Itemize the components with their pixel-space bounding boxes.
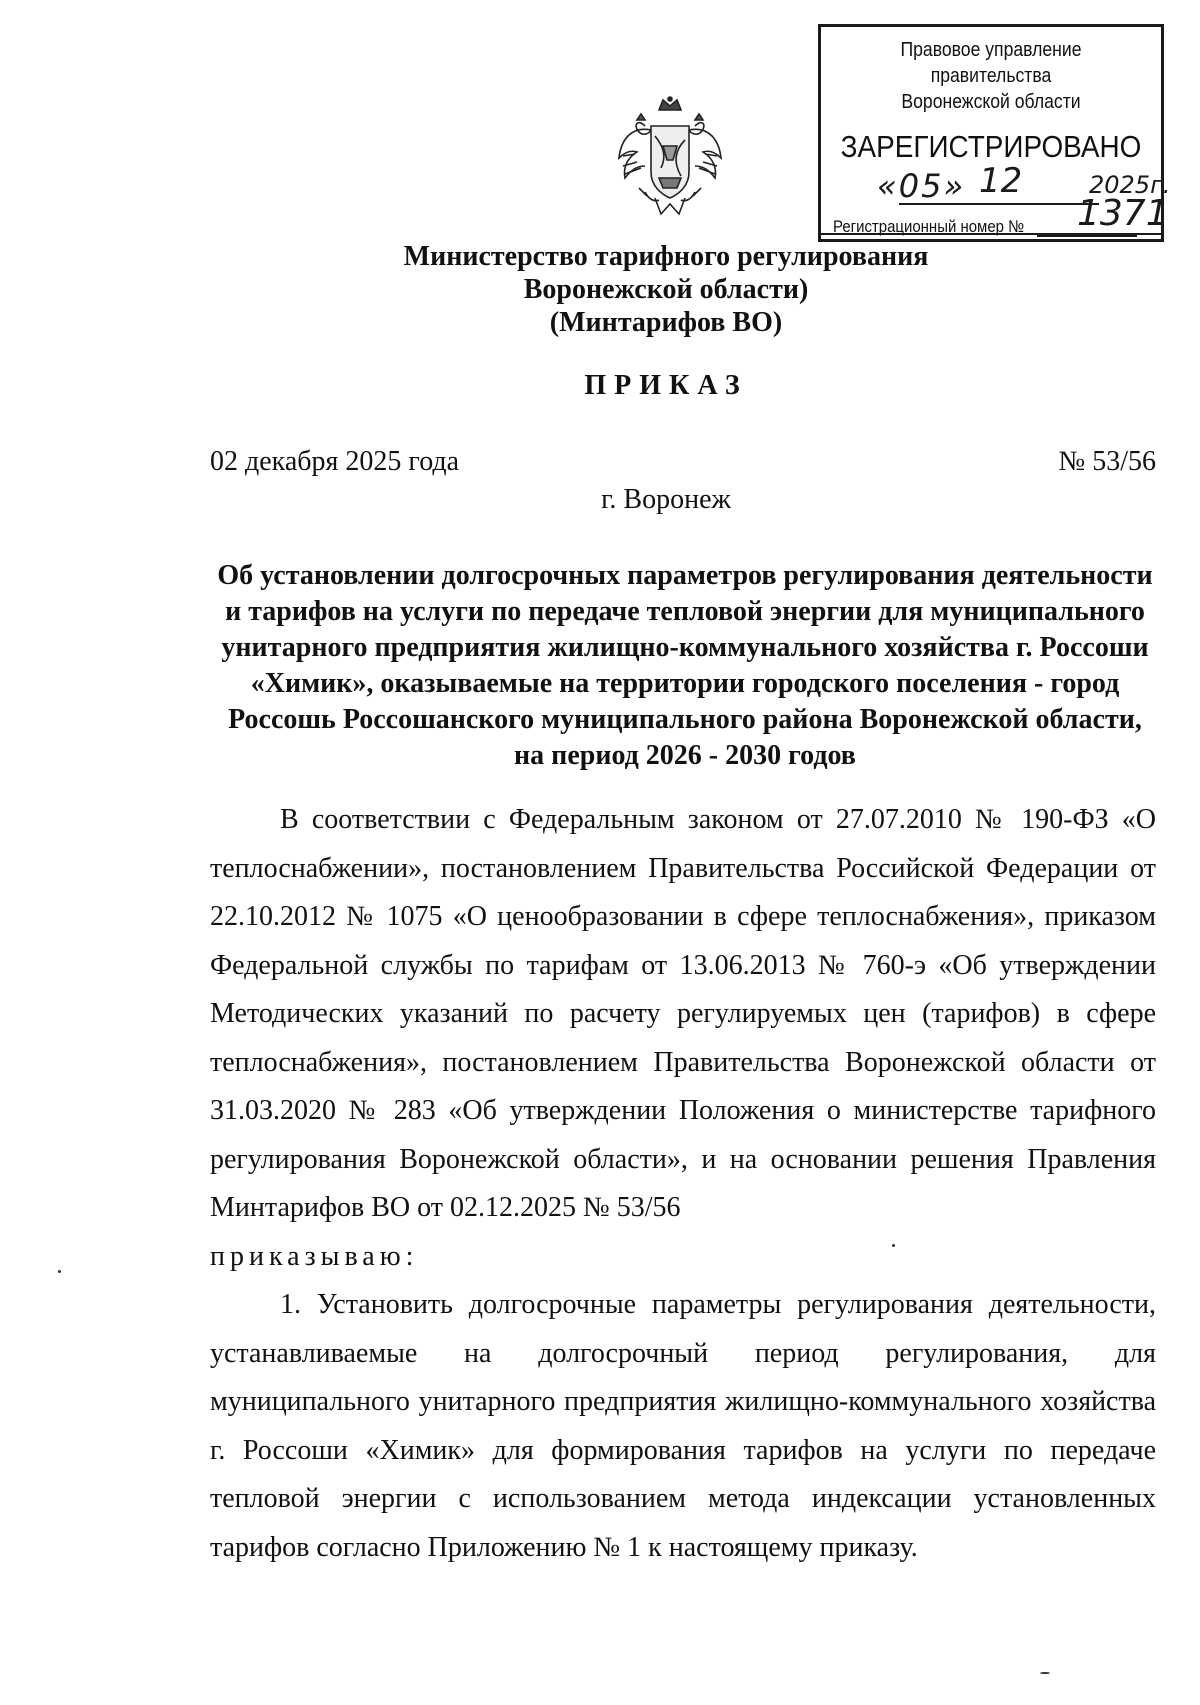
document-city: г. Воронеж (601, 484, 731, 515)
scan-speck (892, 1244, 895, 1247)
ministry-name-line2: Воронежской области) (523, 274, 809, 305)
stamp-year: 2025г. (1089, 171, 1171, 199)
ministry-name-line1: Министерство тарифного регулирования (403, 241, 929, 272)
document-subject: Об установлении долгосрочных параметров регулирования деятельности и тарифов на услуги по передаче тепловой энергии для муниципального унитарного предприятия жилищно-коммунального хозяйства г. Россоши «Химик», оказываемые на территории городского поселения - город Россошь Россошанского муниципального района Воронежской области, на период 2026 - 2030 годов (217, 560, 1153, 771)
document-body (210, 796, 1156, 1572)
ministry-abbreviation: (Минтарифов ВО) (549, 307, 783, 338)
order-word: приказываю: (210, 1240, 419, 1272)
stamp-registered-label: ЗАРЕГИСТРИРОВАНО (840, 129, 1142, 164)
stamp-org-line2: Воронежской области (901, 91, 1081, 113)
stamp-reg-number: 1371 (1077, 193, 1169, 234)
document-date: 02 декабря 2025 года (210, 446, 460, 477)
stamp-reg-number-label: Регистрационный номер № (833, 217, 1025, 236)
ministry-header (0, 240, 1200, 339)
stamp-org-line1: Правовое управление правительства (900, 39, 1082, 87)
scan-speck (1040, 1672, 1050, 1674)
stamp-organization (841, 37, 1140, 115)
preamble-paragraph: В соответствии с Федеральным законом от 27.07.2010 № 190-ФЗ «О теплоснабжении», постановлением Правительства Российской Федерации от 22.10.2012 № 1075 «О ценообразовании в сфере теплоснабжения», приказом Федеральной службы по тарифам от 13.06.2013 № 760-э «Об утверждении Методических указаний по расчету регулируемых цен (тарифов) в сфере теплоснабжения», постановлением Правительства Воронежской области от 31.03.2020 № 283 «Об утверждении Положения о министерстве тарифного регулирования Воронежской области», и на основании решения Правления Минтарифов ВО от 02.12.2025 № 53/56 (210, 804, 1156, 1223)
stamp-date-underline (899, 203, 1099, 205)
order-item-1: 1. Установить долгосрочные параметры регулирования деятельности, устанавливаемые на долгосрочный период регулирования, для муниципального унитарного предприятия жилищно-коммунального хозяйства г. Россоши «Химик» для формирования тарифов на услуги по передаче тепловой энергии с использованием метода индексации установленных тарифов согласно Приложению № 1 к настоящему приказу. (210, 1289, 1156, 1563)
stamp-reg-number-underline (1037, 235, 1137, 237)
scan-speck (58, 1270, 61, 1273)
registration-stamp (818, 24, 1171, 242)
document-number: № 53/56 (1058, 446, 1156, 477)
stamp-month: 12 (979, 161, 1023, 201)
coat-of-arms-icon (615, 96, 725, 218)
stamp-day: «05» (877, 167, 966, 205)
document-type-title: ПРИКАЗ (584, 370, 748, 401)
stamp-bottom-rule (818, 233, 1164, 235)
